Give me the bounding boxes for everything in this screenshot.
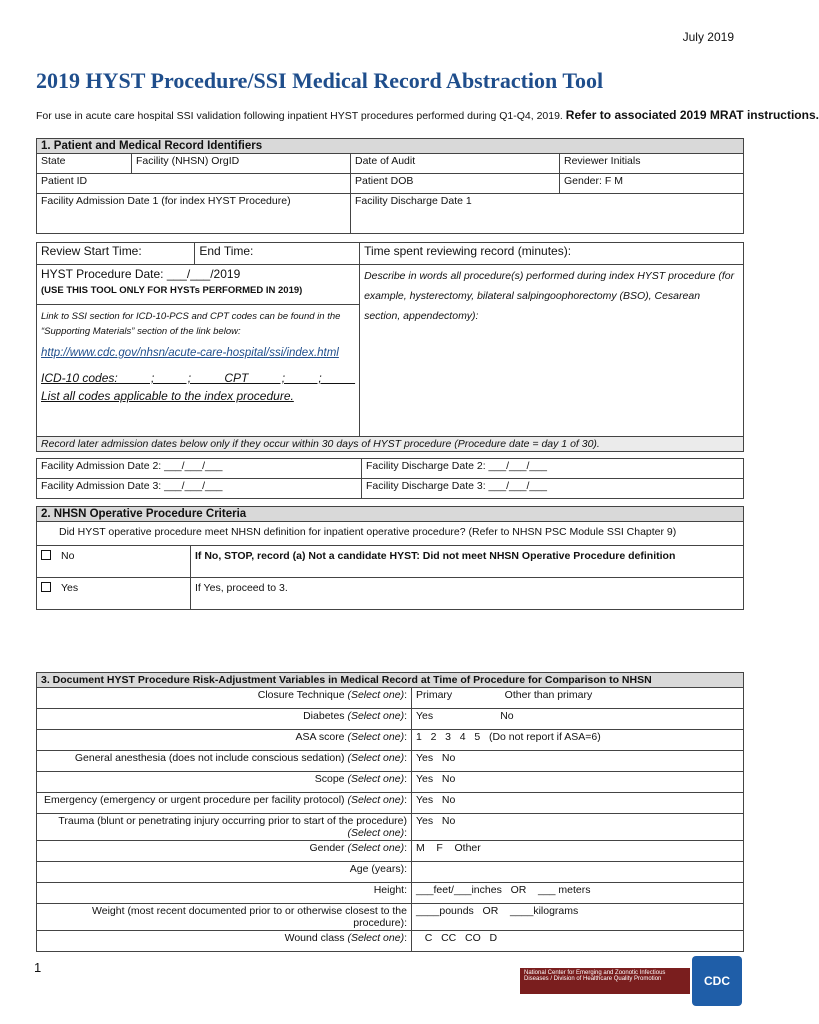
label-colon: : (404, 752, 407, 764)
variable-row (37, 730, 744, 751)
patient-dob-field[interactable]: Patient DOB (351, 174, 560, 194)
label-colon: : (404, 794, 407, 806)
variable-value[interactable]: M F Other (412, 841, 744, 862)
label-colon: : (404, 884, 407, 896)
variable-label (37, 904, 412, 931)
variable-value[interactable]: ___feet/___inches OR ___ meters (412, 883, 744, 904)
later-admission-note: Record later admission dates below only if they occur within 30 days of HYST procedure (Procedure date = day 1 of 30). (37, 437, 744, 452)
link-note: Link to SSI section for ICD-10-PCS and CPT codes can be found in the “Supporting Materials” section of the link below: (41, 311, 341, 337)
select-one-hint: (Select one) (347, 710, 405, 722)
facility-field[interactable]: Facility (NHSN) OrgID (132, 154, 351, 174)
variable-row (37, 751, 744, 772)
admission-date-field[interactable]: Facility Admission Date 1 (for index HYST Procedure) (37, 194, 351, 234)
end-time-field[interactable]: End Time: (195, 243, 360, 265)
subtitle (36, 108, 819, 122)
select-one-hint: (Select one) (347, 773, 405, 785)
ssi-link[interactable]: http://www.cdc.gov/nhsn/acute-care-hospital/ssi/index.html (41, 347, 339, 359)
section2-table (36, 506, 744, 610)
variable-label-text: Gender (309, 842, 348, 854)
time-spent-field[interactable]: Time spent reviewing record (minutes): (360, 243, 744, 265)
ncezid-logo: National Center for Emerging and Zoonotic Infectious Diseases / Division of Healthcare Quality Promotion (520, 968, 690, 994)
select-one-hint: (Select one) (347, 842, 405, 854)
select-one-hint: (Select one) (347, 752, 405, 764)
cdc-logo: CDC (692, 956, 742, 1006)
label-colon: : (404, 932, 407, 944)
variable-row (37, 931, 744, 952)
subtitle-text: For use in acute care hospital SSI validation following inpatient HYST procedures performed during Q1-Q4, 2019. (36, 110, 563, 122)
label-colon: : (404, 710, 407, 722)
gender-field[interactable]: Gender: F M (560, 174, 744, 194)
variable-row (37, 841, 744, 862)
variable-value[interactable]: C CC CO D (412, 931, 744, 952)
variable-label (37, 772, 412, 793)
variable-row (37, 814, 744, 841)
select-one-hint: (Select one) (347, 731, 405, 743)
variable-label-text: Trauma (blunt or penetrating injury occurring prior to start of the procedure) (58, 815, 407, 827)
variable-label (37, 688, 412, 709)
variable-value[interactable]: 1 2 3 4 5 (Do not report if ASA=6) (412, 730, 744, 751)
option-yes[interactable] (37, 578, 191, 610)
variable-label (37, 751, 412, 772)
label-colon: : (404, 827, 407, 839)
describe-field[interactable]: Describe in words all procedure(s) performed during index HYST procedure (for example, hysterectomy, bilateral salpingoophorectomy (BSO), Cesarean section, appendectomy): (360, 265, 744, 437)
variable-label-text: Wound class (284, 932, 348, 944)
select-one-hint: (Select one) (347, 794, 405, 806)
variable-value[interactable]: Yes No (412, 793, 744, 814)
section2-heading: 2. NHSN Operative Procedure Criteria (37, 507, 744, 522)
variable-value[interactable]: Yes No (412, 709, 744, 730)
variable-row (37, 862, 744, 883)
discharge-date-2[interactable]: Facility Discharge Date 2: ___/___/___ (362, 459, 744, 479)
variable-label-text: Height (373, 884, 405, 896)
variable-value[interactable] (412, 862, 744, 883)
option-yes-text: If Yes, proceed to 3. (191, 578, 744, 610)
state-field[interactable]: State (37, 154, 132, 174)
document-date: July 2019 (682, 30, 734, 44)
section3-heading: 3. Document HYST Procedure Risk-Adjustment Variables in Medical Record at Time of Procedure for Comparison to NHSN (37, 673, 744, 688)
variable-row (37, 688, 744, 709)
variable-label (37, 862, 412, 883)
select-one-hint: (Select one) (347, 932, 405, 944)
label-colon: : (404, 773, 407, 785)
variable-label-text: General anesthesia (does not include conscious sedation) (74, 752, 348, 764)
admission-date-2[interactable]: Facility Admission Date 2: ___/___/___ (37, 459, 362, 479)
section1-review-table (36, 242, 744, 452)
later-dates-table (36, 458, 744, 499)
option-no-text: If No, STOP, record (a) Not a candidate HYST: Did not meet NHSN Operative Procedure definition (191, 546, 744, 578)
variable-label-text: Scope (314, 773, 348, 785)
option-no-label: No (61, 550, 75, 562)
variable-label (37, 730, 412, 751)
codes-line[interactable]: ICD-10 codes: ; ; CPT ; ; (41, 371, 356, 385)
hyst-date-field[interactable]: HYST Procedure Date: ___/___/2019 (41, 267, 241, 281)
variable-value[interactable]: Yes No (412, 814, 744, 841)
variable-row (37, 793, 744, 814)
variable-label (37, 931, 412, 952)
label-colon: : (404, 863, 407, 875)
review-start-field[interactable]: Review Start Time: (37, 243, 195, 265)
variable-value[interactable]: Yes No (412, 772, 744, 793)
discharge-date-3[interactable]: Facility Discharge Date 3: ___/___/___ (362, 479, 744, 499)
checkbox-yes[interactable] (41, 582, 51, 592)
variable-row (37, 772, 744, 793)
variable-row (37, 883, 744, 904)
reviewer-initials-field[interactable]: Reviewer Initials (560, 154, 744, 174)
patient-id-field[interactable]: Patient ID (37, 174, 351, 194)
option-no[interactable] (37, 546, 191, 578)
variable-label-text: Diabetes (303, 710, 348, 722)
option-yes-label: Yes (61, 582, 79, 594)
codes-note: List all codes applicable to the index procedure. (41, 389, 294, 403)
label-colon: : (404, 917, 407, 929)
section1-heading: 1. Patient and Medical Record Identifiers (37, 139, 744, 154)
variable-row (37, 709, 744, 730)
variable-value[interactable]: Yes No (412, 751, 744, 772)
page-number: 1 (34, 960, 42, 975)
variable-label (37, 814, 412, 841)
variable-label-text: Age (years) (349, 863, 405, 875)
admission-date-3[interactable]: Facility Admission Date 3: ___/___/___ (37, 479, 362, 499)
variable-row (37, 904, 744, 931)
section1-table (36, 138, 744, 234)
variable-label-text: Closure Technique (257, 689, 348, 701)
variable-label (37, 841, 412, 862)
select-one-hint: (Select one) (347, 827, 405, 839)
date-of-audit-field[interactable]: Date of Audit (351, 154, 560, 174)
discharge-date-field[interactable]: Facility Discharge Date 1 (351, 194, 744, 234)
label-colon: : (404, 689, 407, 701)
variable-label (37, 793, 412, 814)
variable-value[interactable]: Primary Other than primary (412, 688, 744, 709)
select-one-hint: (Select one) (347, 689, 405, 701)
variable-label-text: ASA score (295, 731, 348, 743)
checkbox-no[interactable] (41, 550, 51, 560)
label-colon: : (404, 731, 407, 743)
section2-question: Did HYST operative procedure meet NHSN definition for inpatient operative procedure? (Refer to NHSN PSC Module SSI Chapter 9) (37, 522, 744, 546)
subtitle-bold: Refer to associated 2019 MRAT instructions. (565, 108, 819, 122)
variable-label-text: Emergency (emergency or urgent procedure per facility protocol) (43, 794, 348, 806)
variable-label (37, 883, 412, 904)
hyst-note: (USE THIS TOOL ONLY FOR HYSTs PERFORMED IN 2019) (41, 285, 303, 296)
section3-table (36, 672, 744, 952)
variable-value[interactable]: ____pounds OR ____kilograms (412, 904, 744, 931)
label-colon: : (404, 842, 407, 854)
page-title: 2019 HYST Procedure/SSI Medical Record Abstraction Tool (36, 68, 604, 93)
variable-label-text: Weight (most recent documented prior to or otherwise closest to the procedure) (92, 905, 407, 929)
variable-label (37, 709, 412, 730)
